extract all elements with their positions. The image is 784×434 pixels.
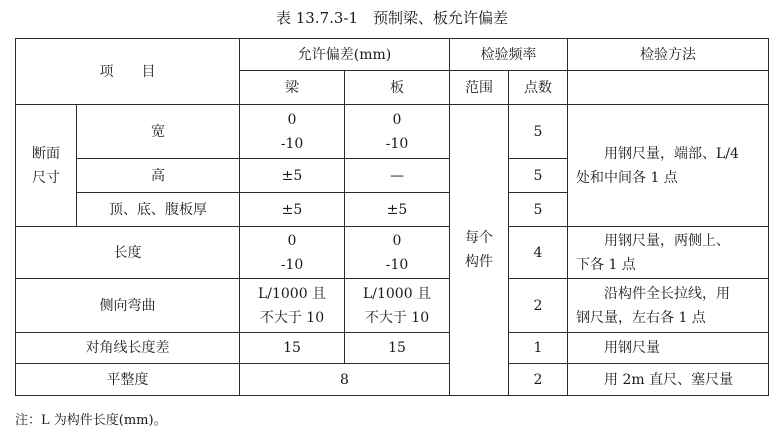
row-beam: ±5: [240, 159, 345, 193]
row-slab: 0 -10: [345, 105, 450, 159]
method-cell: 沿构件全长拉线，用 钢尺量，左右各 1 点: [568, 279, 769, 333]
method-cell: 用钢尺量: [568, 333, 769, 364]
section-label: 断面 尺寸: [16, 105, 77, 227]
method-cell: 用 2m 直尺、塞尺量: [568, 364, 769, 396]
header-method-blank: [568, 71, 769, 105]
table-title: 表 13.7.3-1 预制梁、板允许偏差: [275, 9, 509, 27]
row-beam: 0 -10: [240, 105, 345, 159]
header-scope: 范围: [450, 71, 509, 105]
row-slab: L/1000 且 不大于 10: [345, 279, 450, 333]
row-points: 5: [509, 159, 568, 193]
header-points: 点数: [509, 71, 568, 105]
row-points: 2: [509, 364, 568, 396]
row-beam: 15: [240, 333, 345, 364]
row-slab: 15: [345, 333, 450, 364]
row-merged-value: 8: [240, 364, 450, 396]
row-beam: L/1000 且 不大于 10: [240, 279, 345, 333]
header-slab: 板: [345, 71, 450, 105]
header-tolerance: 允许偏差(mm): [240, 39, 450, 71]
header-item: 项 目: [16, 39, 240, 105]
row-item: 高: [77, 159, 240, 193]
method-cell: 用钢尺量，端部、L/4 处和中间各 1 点: [568, 105, 769, 227]
scope-cell: 每个 构件: [450, 105, 509, 396]
header-beam: 梁: [240, 71, 345, 105]
row-points: 5: [509, 105, 568, 159]
row-item: 侧向弯曲: [16, 279, 240, 333]
row-slab: ±5: [345, 193, 450, 227]
row-item: 宽: [77, 105, 240, 159]
row-points: 2: [509, 279, 568, 333]
row-slab: —: [345, 159, 450, 193]
tolerance-table: [15, 38, 769, 396]
row-points: 1: [509, 333, 568, 364]
header-frequency: 检验频率: [450, 39, 568, 71]
table-note: 注：L 为构件长度(mm)。: [15, 413, 167, 428]
row-beam: ±5: [240, 193, 345, 227]
row-item: 长度: [16, 227, 240, 279]
row-slab: 0 -10: [345, 227, 450, 279]
row-item: 对角线长度差: [16, 333, 240, 364]
method-cell: 用钢尺量，两侧上、 下各 1 点: [568, 227, 769, 279]
row-item: 顶、底、腹板厚: [77, 193, 240, 227]
row-points: 4: [509, 227, 568, 279]
row-points: 5: [509, 193, 568, 227]
row-item: 平整度: [16, 364, 240, 396]
header-method: 检验方法: [568, 39, 769, 71]
row-beam: 0 -10: [240, 227, 345, 279]
